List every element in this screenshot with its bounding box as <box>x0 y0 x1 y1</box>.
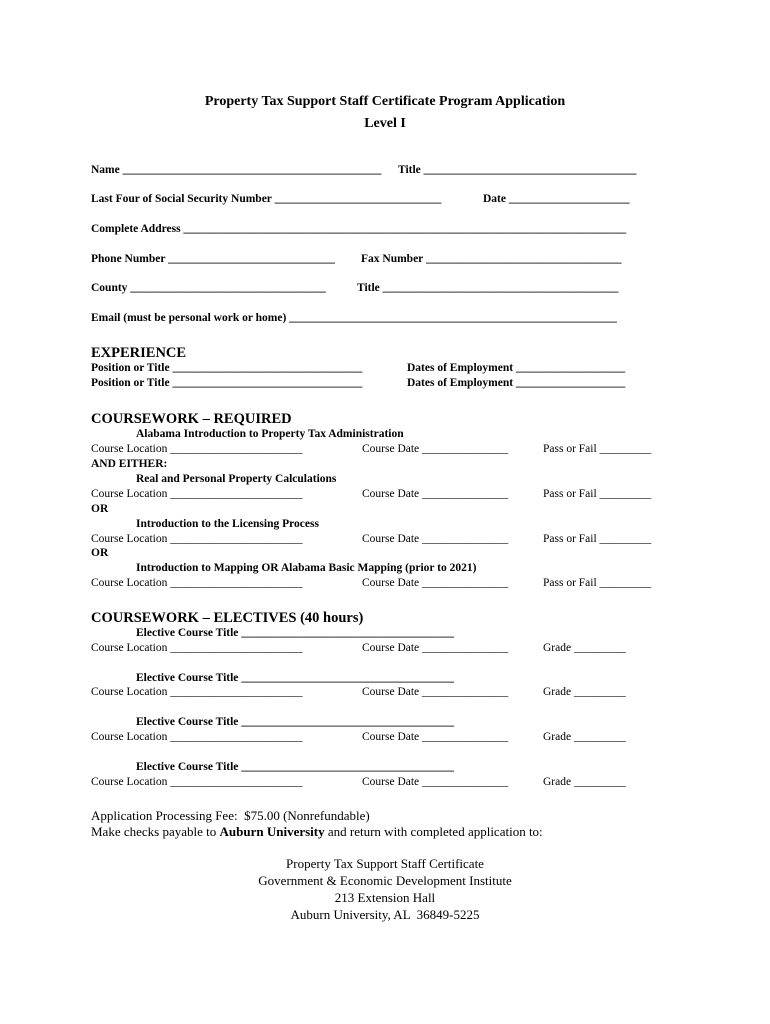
course-date-field[interactable]: Course Date _______________ <box>362 776 509 788</box>
pass-fail-field[interactable]: Pass or Fail _________ <box>543 443 652 455</box>
required-course-name: Introduction to Mapping OR Alabama Basic Mapping (prior to 2021) <box>136 562 477 574</box>
course-date-field[interactable]: Course Date _______________ <box>362 533 509 545</box>
grade-field[interactable]: Grade _________ <box>543 776 626 788</box>
or-label: OR <box>91 547 109 559</box>
course-location-field[interactable]: Course Location _______________________ <box>91 731 303 743</box>
county-field[interactable]: County __________________________________ <box>91 282 326 294</box>
course-location-field[interactable]: Course Location _______________________ <box>91 776 303 788</box>
mailing-address-line: Auburn University, AL 36849-5225 <box>290 907 480 922</box>
grade-field[interactable]: Grade _________ <box>543 731 626 743</box>
course-date-field[interactable]: Course Date _______________ <box>362 642 509 654</box>
elective-course-title-field[interactable]: Elective Course Title _____________________________________ <box>136 761 455 773</box>
date-field[interactable]: Date _____________________ <box>483 193 630 205</box>
course-location-field[interactable]: Course Location _______________________ <box>91 443 303 455</box>
position-field[interactable]: Position or Title _________________________________ <box>91 377 363 389</box>
county-title-field[interactable]: Title _________________________________________ <box>357 282 619 294</box>
title-field[interactable]: Title _____________________________________ <box>398 164 637 176</box>
pass-fail-field[interactable]: Pass or Fail _________ <box>543 577 652 589</box>
payable-name: Auburn University <box>219 824 325 839</box>
name-field[interactable]: Name _____________________________________________ <box>91 164 382 176</box>
page-subtitle-level: Level I <box>364 116 406 131</box>
required-course-name: Real and Personal Property Calculations <box>136 473 337 485</box>
pass-fail-field[interactable]: Pass or Fail _________ <box>543 533 652 545</box>
elective-course-title-field[interactable]: Elective Course Title _____________________________________ <box>136 627 455 639</box>
course-location-field[interactable]: Course Location _______________________ <box>91 488 303 500</box>
page-title: Property Tax Support Staff Certificate Program Application <box>204 94 566 109</box>
course-location-field[interactable]: Course Location _______________________ <box>91 642 303 654</box>
or-label: OR <box>91 503 109 515</box>
mailing-address-line: 213 Extension Hall <box>334 890 436 905</box>
experience-heading: EXPERIENCE <box>91 345 187 361</box>
payable-suffix: and return with completed application to: <box>324 824 543 839</box>
grade-field[interactable]: Grade _________ <box>543 642 626 654</box>
pass-fail-field[interactable]: Pass or Fail _________ <box>543 488 652 500</box>
coursework-required-heading: COURSEWORK – REQUIRED <box>91 411 292 427</box>
grade-field[interactable]: Grade _________ <box>543 686 626 698</box>
course-date-field[interactable]: Course Date _______________ <box>362 577 509 589</box>
email-field[interactable]: Email (must be personal work or home) _________________________________________________________ <box>91 312 617 324</box>
course-date-field[interactable]: Course Date _______________ <box>362 443 509 455</box>
course-location-field[interactable]: Course Location _______________________ <box>91 686 303 698</box>
mailing-address-line: Government & Economic Development Institute <box>258 873 512 888</box>
and-either-label: AND EITHER: <box>91 458 168 470</box>
required-course-name: Introduction to the Licensing Process <box>136 518 319 530</box>
mailing-address-line: Property Tax Support Staff Certificate <box>286 856 484 871</box>
payable-prefix: Make checks payable to <box>91 824 220 839</box>
elective-course-title-field[interactable]: Elective Course Title _____________________________________ <box>136 672 455 684</box>
payable-instructions <box>91 824 543 840</box>
dates-of-employment-field[interactable]: Dates of Employment ___________________ <box>407 377 626 389</box>
ssn-field[interactable]: Last Four of Social Security Number _____________________________ <box>91 193 442 205</box>
course-date-field[interactable]: Course Date _______________ <box>362 686 509 698</box>
required-course-name: Alabama Introduction to Property Tax Administration <box>136 428 404 440</box>
elective-course-title-field[interactable]: Elective Course Title _____________________________________ <box>136 716 455 728</box>
processing-fee-text: Application Processing Fee: $75.00 (Nonrefundable) <box>91 808 370 823</box>
position-field[interactable]: Position or Title _________________________________ <box>91 362 363 374</box>
address-field[interactable]: Complete Address _____________________________________________________________________________ <box>91 223 627 235</box>
course-date-field[interactable]: Course Date _______________ <box>362 488 509 500</box>
phone-field[interactable]: Phone Number _____________________________ <box>91 253 335 265</box>
fax-field[interactable]: Fax Number __________________________________ <box>361 253 622 265</box>
dates-of-employment-field[interactable]: Dates of Employment ___________________ <box>407 362 626 374</box>
course-location-field[interactable]: Course Location _______________________ <box>91 533 303 545</box>
course-date-field[interactable]: Course Date _______________ <box>362 731 509 743</box>
course-location-field[interactable]: Course Location _______________________ <box>91 577 303 589</box>
coursework-electives-heading: COURSEWORK – ELECTIVES (40 hours) <box>91 610 364 626</box>
